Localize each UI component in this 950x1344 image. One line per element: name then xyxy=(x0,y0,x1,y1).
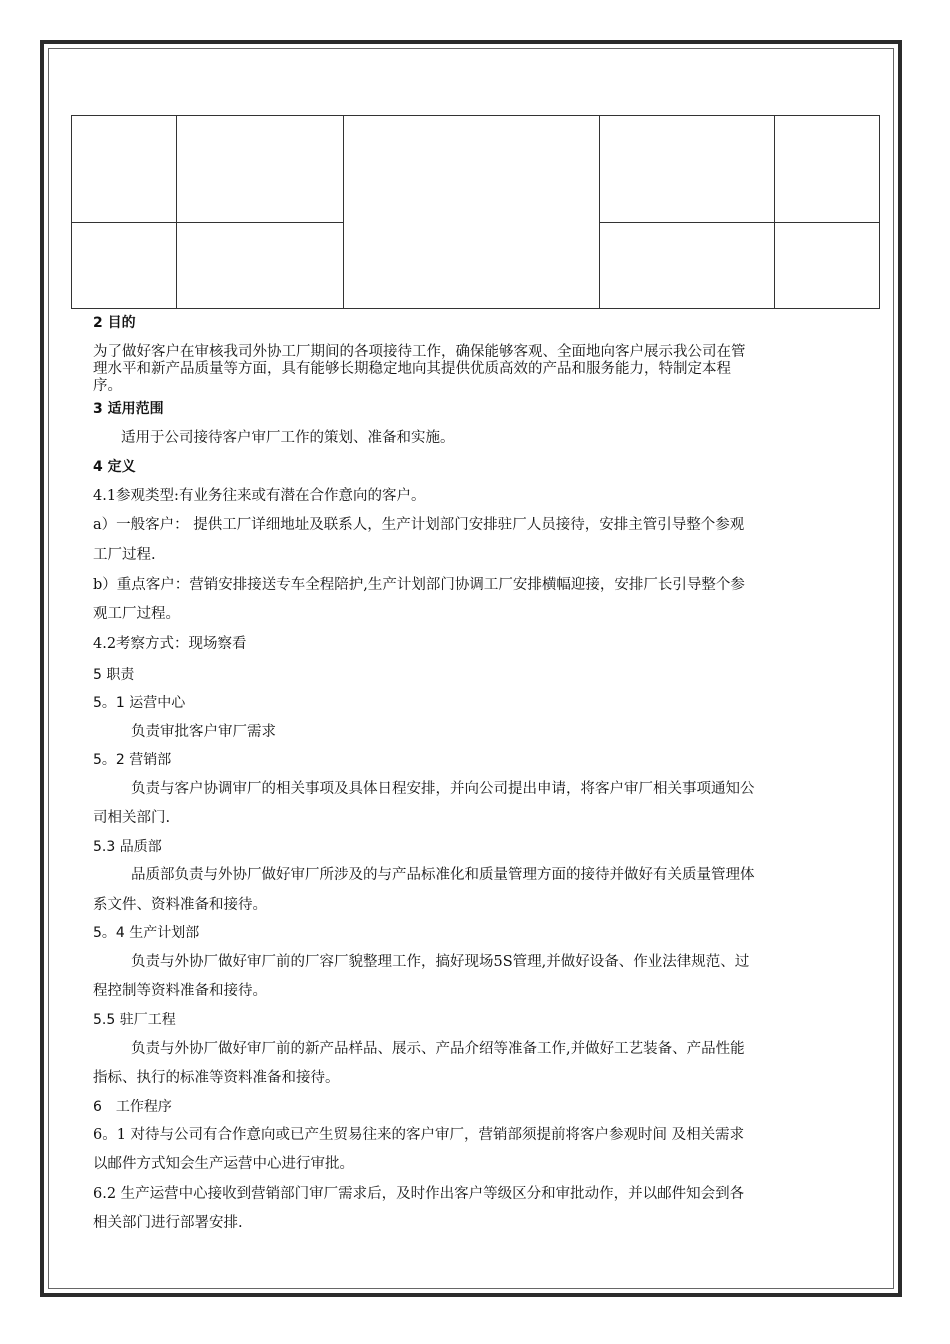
section-5-2-title: 5。2 营销部 xyxy=(93,752,172,768)
section-2-title: 2 目的 xyxy=(93,315,136,331)
section-6-1-line-1: 6。1 对待与公司有合作意向或已产生贸易往来的客户审厂，营销部须提前将客户参观时间 及相关需求 xyxy=(93,1127,745,1143)
section-5-3-line-2: 系文件、资料准备和接待。 xyxy=(93,897,267,913)
section-3-body: 适用于公司接待客户审厂工作的策划、准备和实施。 xyxy=(121,430,455,446)
header-cell xyxy=(72,223,177,309)
header-cell xyxy=(600,223,775,309)
section-4-a-line-2: 工厂过程. xyxy=(93,547,156,563)
section-5-5-line-1: 负责与外协厂做好审厂前的新产品样品、展示、产品介绍等准备工作,并做好工艺装备、产品性能 xyxy=(131,1041,745,1057)
section-5-title: 5 职责 xyxy=(93,667,135,683)
section-5-4-line-2: 程控制等资料准备和接待。 xyxy=(93,983,267,999)
section-4-2: 4.2考察方式：现场察看 xyxy=(93,636,247,652)
section-5-2-line-2: 司相关部门. xyxy=(93,810,171,826)
section-6-2-line-1: 6.2 生产运营中心接收到营销部门审厂需求后，及时作出客户等级区分和审批动作，并以邮件知会到各 xyxy=(93,1186,745,1202)
header-cell xyxy=(177,116,344,223)
header-cell xyxy=(177,223,344,309)
section-4-1: 4.1参观类型:有业务往来或有潜在合作意向的客户。 xyxy=(93,488,426,504)
section-6-2-line-2: 相关部门进行部署安排. xyxy=(93,1215,243,1231)
section-5-1-title: 5。1 运营中心 xyxy=(93,695,186,711)
section-5-3-title: 5.3 品质部 xyxy=(93,839,162,855)
header-cell-center xyxy=(344,116,600,309)
section-4-b-line-2: 观工厂过程。 xyxy=(93,606,180,622)
section-5-5-line-2: 指标、执行的标准等资料准备和接待。 xyxy=(93,1070,340,1086)
section-4-title: 4 定义 xyxy=(93,459,136,475)
header-table xyxy=(71,115,880,309)
section-5-4-line-1: 负责与外协厂做好审厂前的厂容厂貌整理工作，搞好现场5S管理,并做好设备、作业法律规范、过 xyxy=(131,954,750,970)
header-cell xyxy=(600,116,775,223)
section-5-3-line-1: 品质部负责与外协厂做好审厂所涉及的与产品标准化和质量管理方面的接待并做好有关质量管理体 xyxy=(131,867,755,883)
header-cell xyxy=(775,116,880,223)
section-5-1-body: 负责审批客户审厂需求 xyxy=(131,724,276,740)
section-6-1-line-2: 以邮件方式知会生产运营中心进行审批。 xyxy=(93,1156,354,1172)
section-6-title: 6 工作程序 xyxy=(93,1099,172,1115)
section-4-b-line-1: b）重点客户：营销安排接送专车全程陪护,生产计划部门协调工厂安排横幅迎接，安排厂长引导整个参 xyxy=(93,577,745,593)
section-5-2-line-1: 负责与客户协调审厂的相关事项及具体日程安排，并向公司提出申请，将客户审厂相关事项通知公 xyxy=(131,781,755,797)
header-cell xyxy=(72,116,177,223)
section-2-line-1: 为了做好客户在审核我司外协工厂期间的各项接待工作，确保能够客观、全面地向客户展示我公司在管 xyxy=(93,344,746,360)
section-5-5-title: 5.5 驻厂工程 xyxy=(93,1012,176,1028)
section-4-a-line-1: a）一般客户： 提供工厂详细地址及联系人，生产计划部门安排驻厂人员接待，安排主管引导整个参观 xyxy=(93,517,745,533)
section-5-4-title: 5。4 生产计划部 xyxy=(93,925,200,941)
header-cell xyxy=(775,223,880,309)
section-2-line-3: 序。 xyxy=(93,378,122,394)
section-3-title: 3 适用范围 xyxy=(93,401,164,417)
section-2-line-2: 理水平和新产品质量等方面，具有能够长期稳定地向其提供优质高效的产品和服务能力，特制定本程 xyxy=(93,361,731,377)
